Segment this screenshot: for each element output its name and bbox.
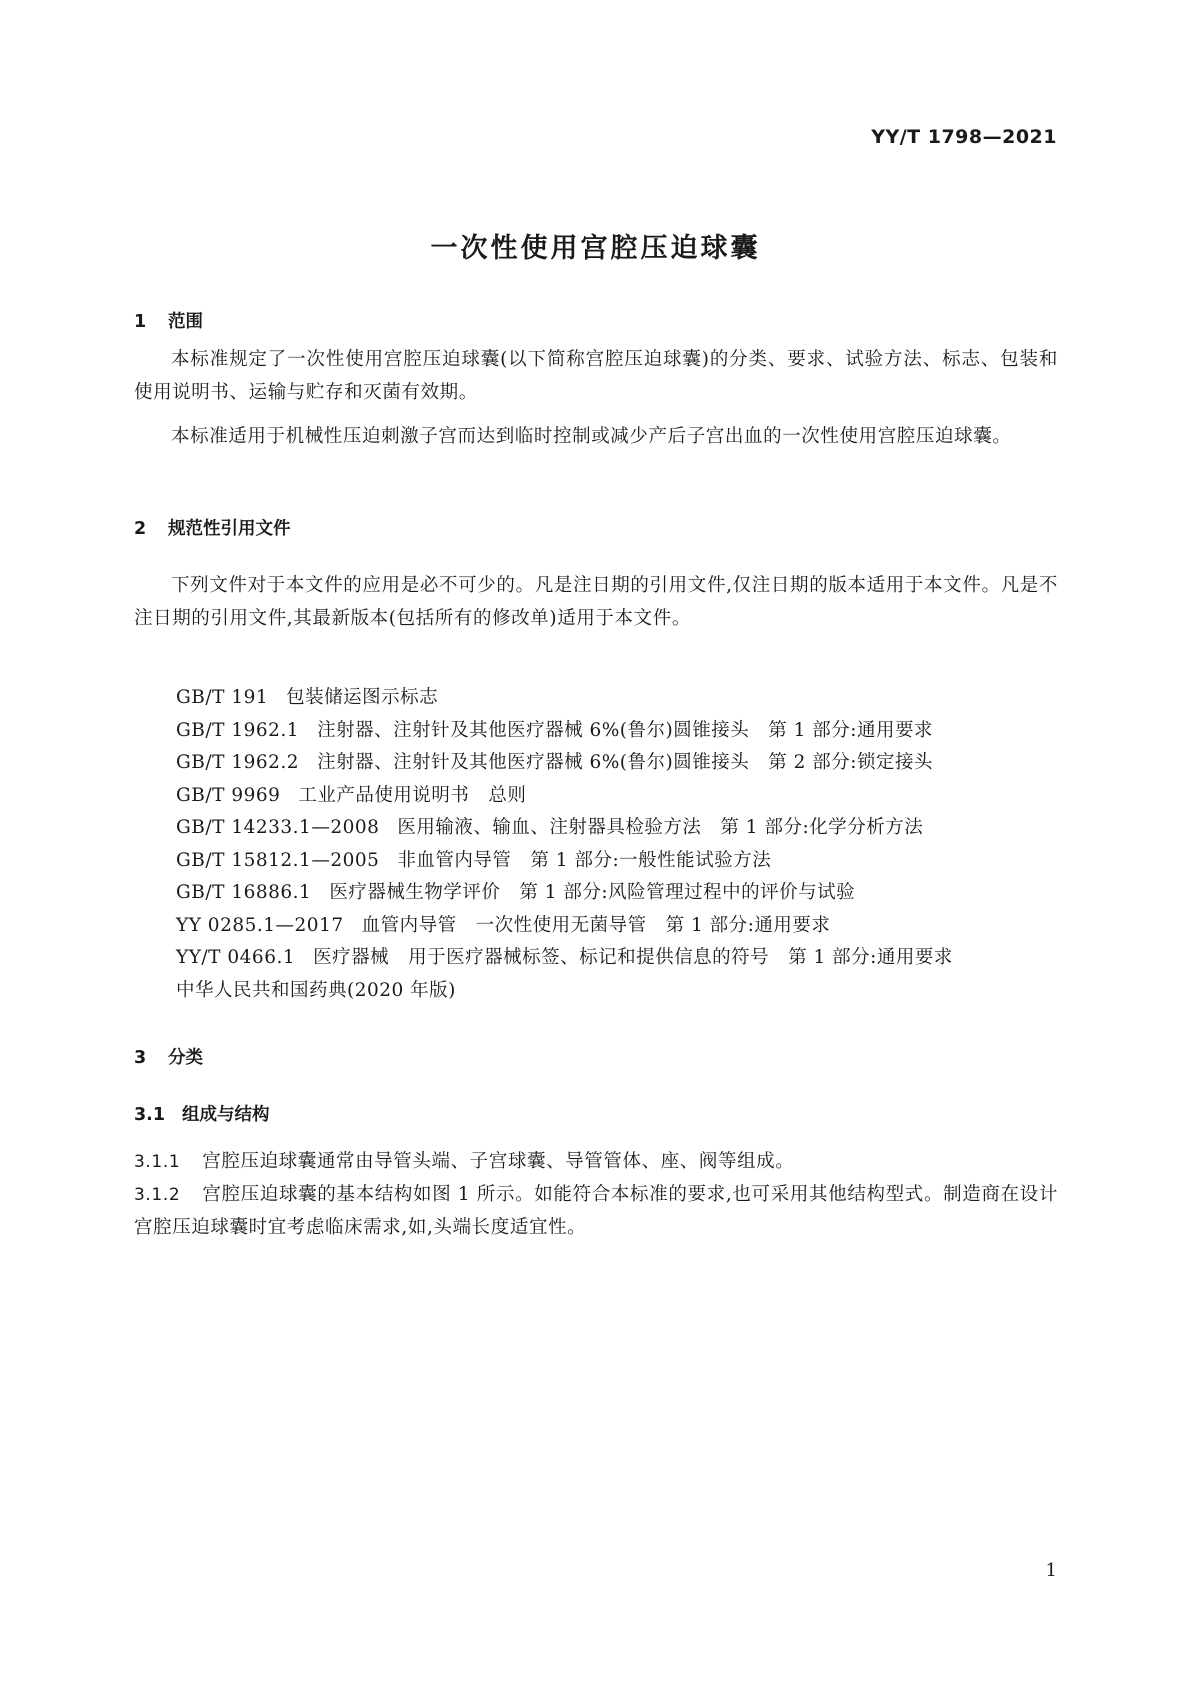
- section-2-heading: [134, 515, 291, 540]
- clause-number: 3.1.2: [134, 1185, 181, 1205]
- reference-code: GB/T 1962.1: [176, 719, 300, 741]
- reference-title: 注射器、注射针及其他医疗器械 6%(鲁尔)圆锥接头 第 1 部分:通用要求: [317, 719, 933, 741]
- clause-text: 宫腔压迫球囊的基本结构如图 1 所示。如能符合本标准的要求,也可采用其他结构型式。制造商在设计宫腔压迫球囊时宜考虑临床需求,如,头端长度适宜性。: [134, 1184, 1058, 1238]
- reference-item: [176, 942, 953, 975]
- section-3-title: 分类: [168, 1048, 203, 1068]
- section-1-paragraph-2: 本标准适用于机械性压迫刺激子宫而达到临时控制或减少产后子宫出血的一次性使用宫腔压迫球囊。: [171, 426, 1012, 447]
- clause-text: 宫腔压迫球囊通常由导管头端、子宫球囊、导管管体、座、阀等组成。: [202, 1151, 795, 1172]
- document-title: 一次性使用宫腔压迫球囊: [430, 233, 761, 264]
- section-1-paragraph-1: 本标准规定了一次性使用宫腔压迫球囊(以下简称宫腔压迫球囊)的分类、要求、试验方法、标志、包装和使用说明书、运输与贮存和灭菌有效期。: [134, 349, 1058, 403]
- section-1-title: 范围: [168, 312, 203, 332]
- clause-3-1-2: [134, 1179, 1058, 1244]
- section-3-1-number: 3.1: [134, 1105, 166, 1125]
- reference-code: GB/T 191: [176, 687, 269, 708]
- reference-title: 包装储运图示标志: [286, 687, 439, 708]
- reference-item: [176, 747, 953, 780]
- section-2-intro: 下列文件对于本文件的应用是必不可少的。凡是注日期的引用文件,仅注日期的版本适用于本文件。凡是不注日期的引用文件,其最新版本(包括所有的修改单)适用于本文件。: [134, 575, 1058, 629]
- reference-code: YY/T 0466.1: [176, 947, 296, 968]
- reference-item: [176, 715, 953, 748]
- section-3-1-heading: [134, 1101, 270, 1126]
- reference-item: [176, 910, 953, 943]
- reference-code: GB/T 14233.1—2008: [176, 817, 380, 838]
- clause-number: 3.1.1: [134, 1152, 181, 1172]
- section-2-title: 规范性引用文件: [168, 519, 291, 539]
- reference-code: GB/T 9969: [176, 784, 281, 806]
- reference-title: 医疗器械生物学评价 第 1 部分:风险管理过程中的评价与试验: [329, 882, 856, 903]
- reference-title: 医疗器械 用于医疗器械标签、标记和提供信息的符号 第 1 部分:通用要求: [313, 947, 953, 968]
- standard-number: YY/T 1798—2021: [871, 126, 1057, 148]
- section-1-number: 1: [134, 312, 147, 332]
- reference-title: 工业产品使用说明书 总则: [298, 784, 527, 806]
- section-3-1-title: 组成与结构: [182, 1105, 270, 1125]
- reference-item: [176, 780, 953, 813]
- reference-item: [176, 812, 953, 845]
- reference-title: 注射器、注射针及其他医疗器械 6%(鲁尔)圆锥接头 第 2 部分:锁定接头: [317, 752, 933, 773]
- reference-title: 中华人民共和国药典(2020 年版): [176, 979, 456, 1001]
- section-3-number: 3: [134, 1048, 147, 1068]
- reference-code: GB/T 1962.2: [176, 752, 300, 773]
- reference-title: 医用输液、输血、注射器具检验方法 第 1 部分:化学分析方法: [397, 817, 924, 838]
- reference-code: YY 0285.1—2017: [176, 914, 344, 936]
- page-number: 1: [1045, 1560, 1057, 1581]
- reference-list: [176, 682, 953, 1007]
- reference-item: [176, 682, 953, 715]
- section-1-heading: [134, 308, 203, 333]
- reference-code: GB/T 16886.1: [176, 882, 312, 903]
- reference-title: 非血管内导管 第 1 部分:一般性能试验方法: [397, 849, 772, 871]
- reference-code: GB/T 15812.1—2005: [176, 849, 380, 871]
- reference-item: [176, 877, 953, 910]
- section-2-number: 2: [134, 519, 147, 539]
- reference-title: 血管内导管 一次性使用无菌导管 第 1 部分:通用要求: [361, 914, 831, 936]
- reference-item: [176, 845, 953, 878]
- section-3-heading: [134, 1044, 203, 1069]
- clause-3-1-1: [134, 1146, 1058, 1179]
- reference-item: [176, 975, 953, 1008]
